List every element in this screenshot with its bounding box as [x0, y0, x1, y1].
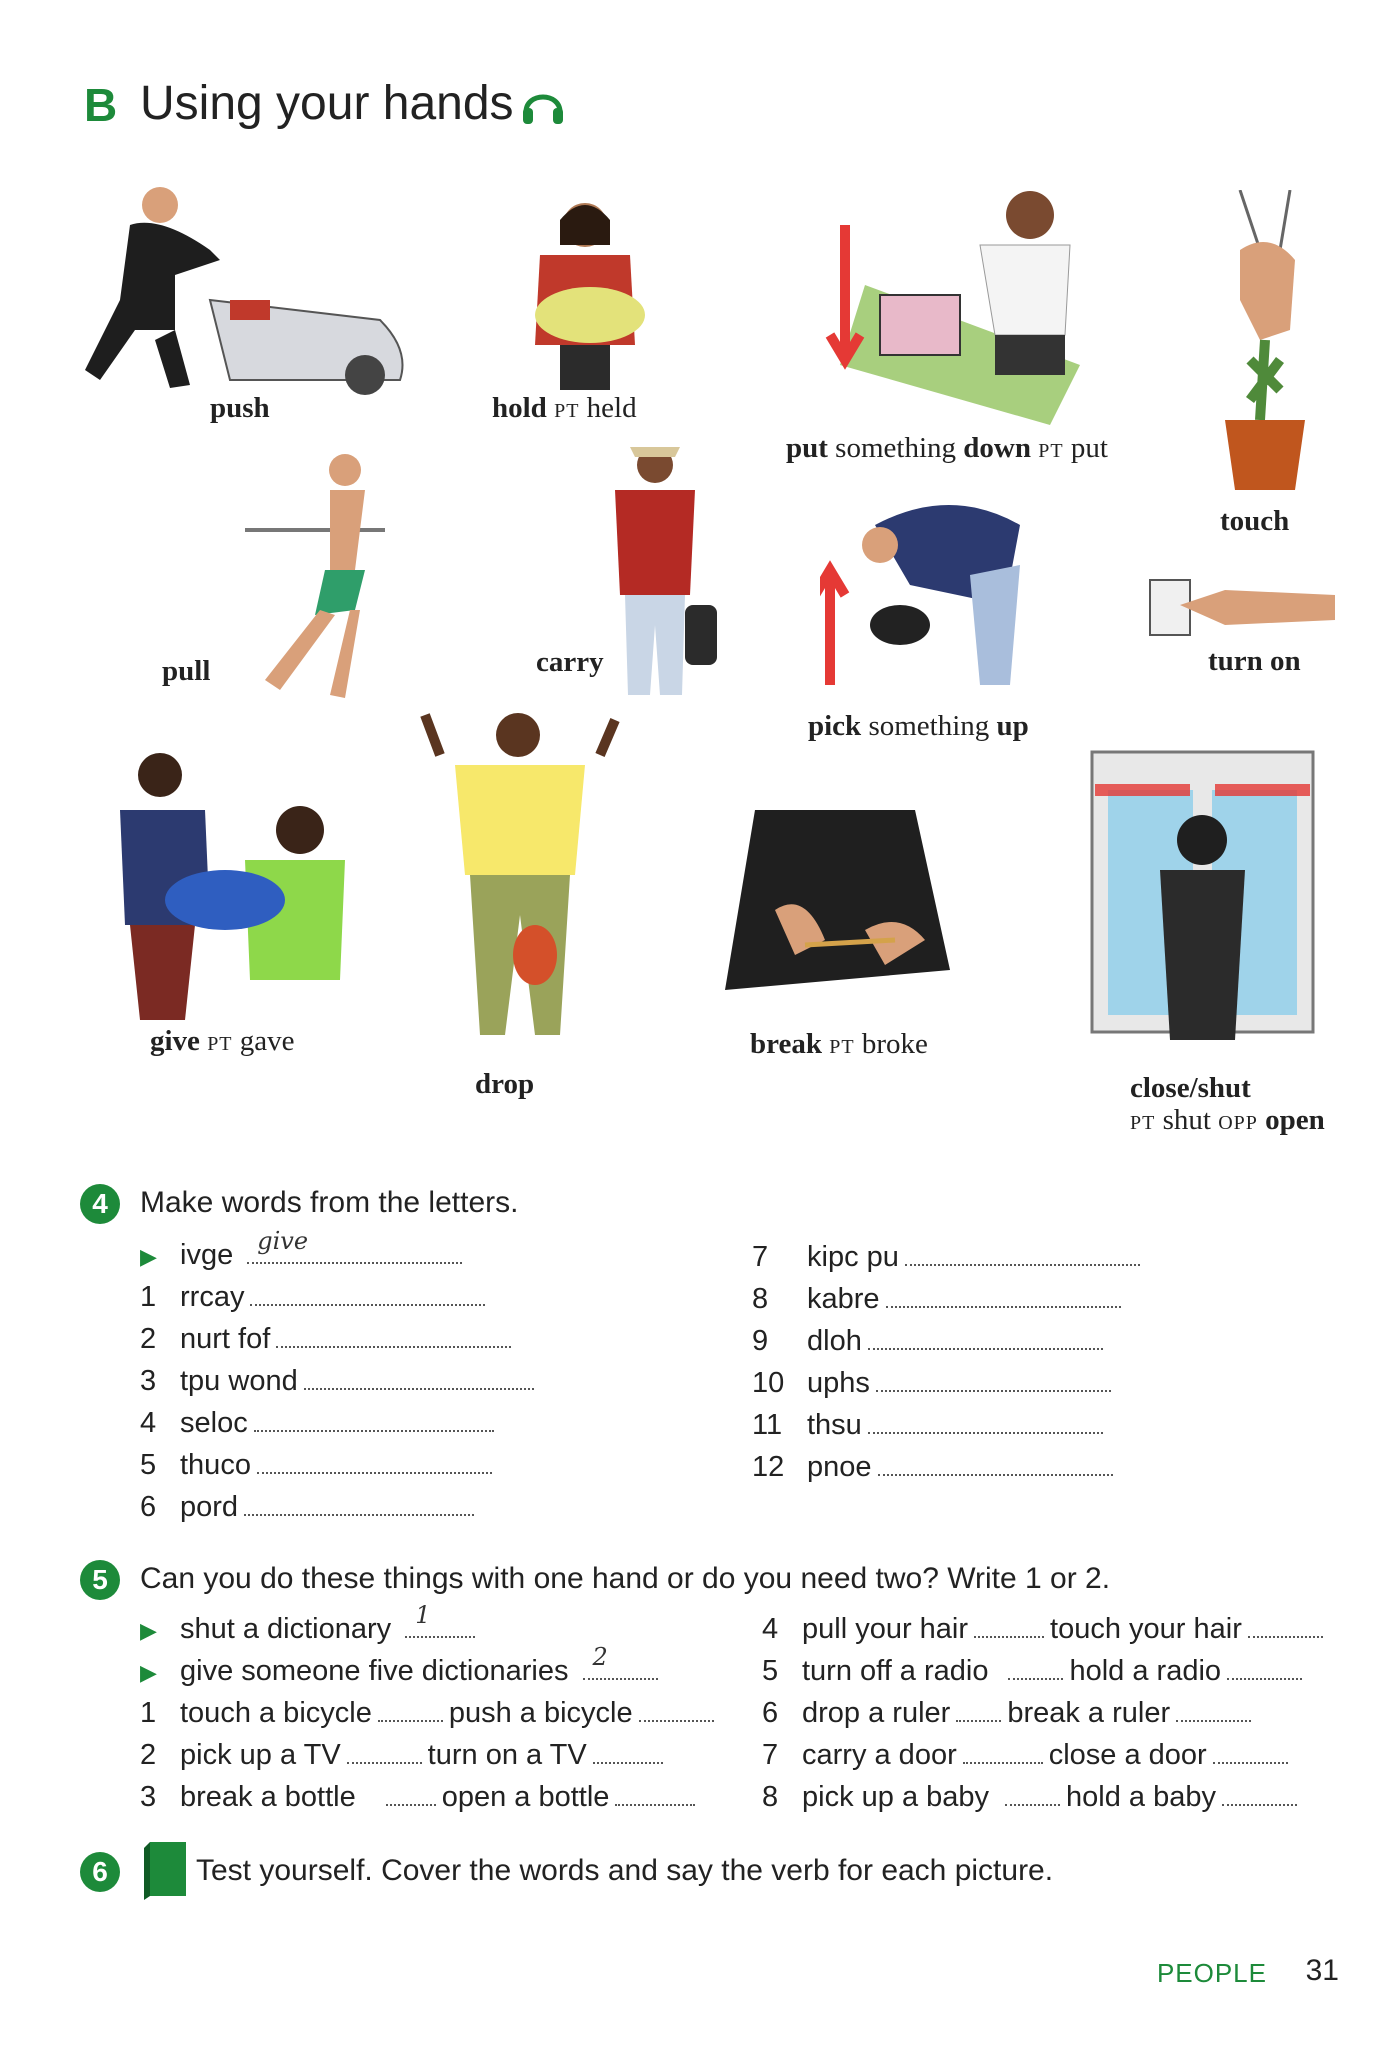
- exercise-4-item: 2 nurt fof: [140, 1320, 511, 1358]
- answer-blank[interactable]: [1005, 1780, 1060, 1806]
- push-illustration: [80, 180, 420, 395]
- exercise-4-example: ▶ ivge give: [140, 1236, 462, 1274]
- example-arrow-icon: ▶: [140, 1244, 157, 1269]
- label-put-down: put something down PT put: [786, 432, 1108, 464]
- answer-blank[interactable]: [378, 1696, 443, 1722]
- section-letter: B: [84, 79, 118, 131]
- pull-illustration: [235, 450, 395, 700]
- exercise-5-title: Can you do these things with one hand or do you need two? Write 1 or 2.: [140, 1562, 1111, 1595]
- answer-blank[interactable]: [1227, 1654, 1302, 1680]
- pick-up-illustration: [820, 495, 1040, 705]
- give-illustration: [115, 750, 345, 1020]
- label-give: give PT gave: [150, 1025, 295, 1057]
- exercise-4-item: 4 seloc: [140, 1404, 494, 1442]
- exercise-5-item: 5 turn off a radio hold a radio: [762, 1652, 1302, 1690]
- page-number: 31: [1305, 1954, 1339, 1987]
- footer-section: PEOPLE: [1156, 1958, 1267, 1988]
- exercise-4-item: 9 dloh: [752, 1322, 1103, 1360]
- label-pick-up: pick something up: [808, 710, 1029, 742]
- label-carry: carry: [536, 646, 604, 678]
- answer-blank[interactable]: [1176, 1696, 1251, 1722]
- exercise-5-item: 2 pick up a TV turn on a TV: [140, 1736, 663, 1774]
- answer-blank[interactable]: [304, 1364, 534, 1390]
- answer-blank[interactable]: [250, 1280, 485, 1306]
- answer-blank[interactable]: [254, 1406, 494, 1432]
- exercise-4-item: 8 kabre: [752, 1280, 1121, 1318]
- answer-blank[interactable]: [386, 1780, 436, 1806]
- book-icon: [142, 1838, 190, 1900]
- answer-blank[interactable]: [956, 1696, 1001, 1722]
- answer-blank[interactable]: [347, 1738, 422, 1764]
- exercise-5-item: 3 break a bottle open a bottle: [140, 1778, 695, 1816]
- carry-illustration: [590, 435, 720, 705]
- exercise-5-item: 7 carry a door close a door: [762, 1736, 1288, 1774]
- answer-blank[interactable]: [1222, 1780, 1297, 1806]
- touch-illustration: [1210, 190, 1320, 490]
- exercise-4-item: 1 rrcay: [140, 1278, 485, 1316]
- exercise-5-item: 4 pull your hair touch your hair: [762, 1610, 1323, 1648]
- label-touch: touch: [1220, 505, 1290, 537]
- exercise-4-number: 4: [80, 1184, 120, 1224]
- answer-blank[interactable]: 2: [583, 1654, 658, 1680]
- exercise-4-item: 3 tpu wond: [140, 1362, 534, 1400]
- answer-blank[interactable]: [868, 1324, 1103, 1350]
- exercise-5-number: 5: [80, 1560, 120, 1600]
- label-push: push: [210, 392, 270, 424]
- answer-blank[interactable]: [963, 1738, 1043, 1764]
- answer-blank[interactable]: [1008, 1654, 1063, 1680]
- answer-blank[interactable]: [276, 1322, 511, 1348]
- exercise-5-item: 6 drop a ruler break a ruler: [762, 1694, 1251, 1732]
- hold-illustration: [520, 195, 650, 390]
- exercise-4-item: 11 thsu: [752, 1406, 1103, 1444]
- exercise-4-title: Make words from the letters.: [140, 1186, 519, 1219]
- answer-blank[interactable]: [886, 1282, 1121, 1308]
- turn-on-illustration: [1145, 570, 1340, 645]
- answer-blank[interactable]: [876, 1366, 1111, 1392]
- exercise-5-item: 1 touch a bicycle push a bicycle: [140, 1694, 714, 1732]
- headphones-icon[interactable]: [520, 82, 566, 128]
- exercise-5-example: ▶ give someone five dictionaries 2: [140, 1652, 658, 1690]
- answer-blank[interactable]: [974, 1612, 1044, 1638]
- exercise-5-item: 8 pick up a baby hold a baby: [762, 1778, 1297, 1816]
- answer-blank[interactable]: [878, 1450, 1113, 1476]
- exercise-4-item: 6 pord: [140, 1488, 474, 1526]
- answer-blank[interactable]: [593, 1738, 663, 1764]
- answer-blank[interactable]: [244, 1490, 474, 1516]
- answer-blank[interactable]: [615, 1780, 695, 1806]
- answer-blank[interactable]: 1: [405, 1612, 475, 1638]
- exercise-4-item: 7 kipc pu: [752, 1238, 1140, 1276]
- label-break: break PT broke: [750, 1028, 928, 1060]
- answer-blank[interactable]: [1248, 1612, 1323, 1638]
- answer-blank[interactable]: [868, 1408, 1103, 1434]
- close-illustration: [1090, 750, 1315, 1050]
- answer-blank[interactable]: [1213, 1738, 1288, 1764]
- example-arrow-icon: ▶: [140, 1618, 157, 1643]
- put-down-illustration: [820, 185, 1100, 425]
- label-drop: drop: [475, 1068, 535, 1100]
- answer-blank[interactable]: give: [247, 1238, 462, 1264]
- exercise-4-item: 12 pnoe: [752, 1448, 1113, 1486]
- exercise-4-item: 10 uphs: [752, 1364, 1111, 1402]
- label-close: close/shut: [1130, 1072, 1251, 1104]
- label-close-past: PT shut OPP open: [1130, 1104, 1325, 1136]
- label-hold: hold PT held: [492, 392, 637, 424]
- answer-blank[interactable]: [905, 1240, 1140, 1266]
- exercise-5-example: ▶ shut a dictionary 1: [140, 1610, 475, 1648]
- answer-blank[interactable]: [639, 1696, 714, 1722]
- section-title: Using your hands: [140, 77, 514, 130]
- drop-illustration: [420, 705, 620, 1050]
- answer-blank[interactable]: [257, 1448, 492, 1474]
- break-illustration: [715, 790, 955, 1020]
- label-turn-on: turn on: [1208, 645, 1301, 677]
- label-pull: pull: [162, 655, 211, 687]
- exercise-6-title: Test yourself. Cover the words and say the verb for each picture.: [196, 1854, 1054, 1887]
- exercise-4-item: 5 thuco: [140, 1446, 492, 1484]
- example-arrow-icon: ▶: [140, 1660, 157, 1685]
- exercise-6-number: 6: [80, 1852, 120, 1892]
